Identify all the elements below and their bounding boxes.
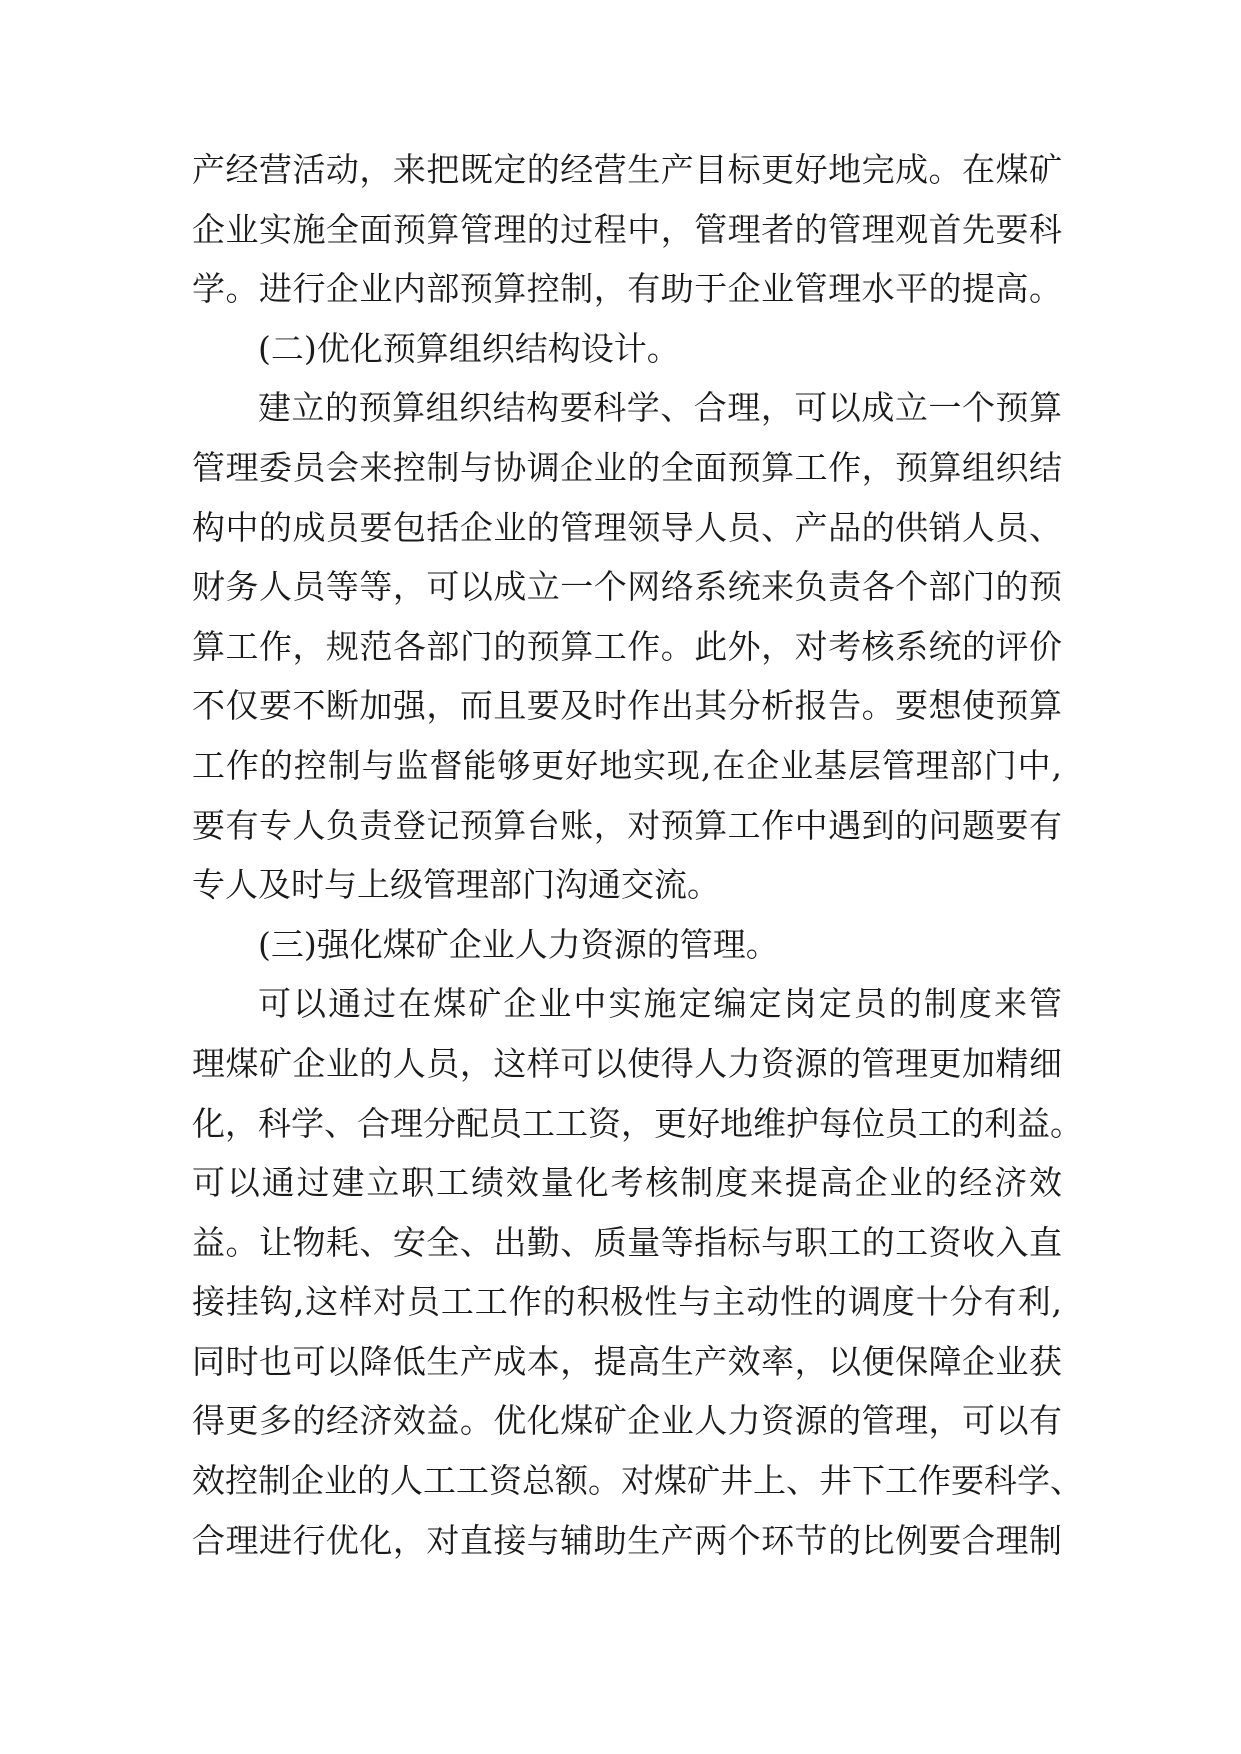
text-line: 建立的预算组织结构要科学、合理，可以成立一个预算	[258, 388, 1062, 428]
text-line: 工作的控制与监督能够更好地实现,在企业基层管理部门中,	[192, 745, 1062, 785]
text-line: 合理进行优化，对直接与辅助生产两个环节的比例要合理制	[192, 1520, 1062, 1560]
text-line: 算工作，规范各部门的预算工作。此外，对考核系统的评价	[192, 626, 1062, 666]
text-line: 接挂钩,这样对员工工作的积极性与主动性的调度十分有利,	[192, 1282, 1062, 1322]
text-line: 不仅要不断加强，而且要及时作出其分析报告。要想使预算	[192, 686, 1062, 726]
text-line: 财务人员等等，可以成立一个网络系统来负责各个部门的预	[192, 567, 1062, 607]
text-line: 管理委员会来控制与协调企业的全面预算工作，预算组织结	[192, 447, 1062, 487]
section-heading: (三)强化煤矿企业人力资源的管理。	[258, 924, 779, 964]
text-line: 要有专人负责登记预算台账，对预算工作中遇到的问题要有	[192, 805, 1062, 845]
text-line: 可以通过在煤矿企业中实施定编定岗定员的制度来管	[258, 984, 1062, 1024]
text-line: 企业实施全面预算管理的过程中，管理者的管理观首先要科	[192, 209, 1062, 249]
text-line: 理煤矿企业的人员，这样可以使得人力资源的管理更加精细	[192, 1043, 1062, 1083]
text-line: 化，科学、合理分配员工工资，更好地维护每位员工的利益。	[192, 1103, 1083, 1143]
text-line: 专人及时与上级管理部门沟通交流。	[192, 865, 720, 905]
section-heading: (二)优化预算组织结构设计。	[258, 328, 680, 368]
text-line: 同时也可以降低生产成本，提高生产效率，以便保障企业获	[192, 1341, 1062, 1381]
body-text	[192, 140, 1083, 1570]
text-line: 构中的成员要包括企业的管理领导人员、产品的供销人员、	[192, 507, 1062, 547]
text-line: 学。进行企业内部预算控制，有助于企业管理水平的提高。	[192, 269, 1062, 309]
text-line: 益。让物耗、安全、出勤、质量等指标与职工的工资收入直	[192, 1222, 1062, 1262]
text-line: 得更多的经济效益。优化煤矿企业人力资源的管理，可以有	[192, 1401, 1062, 1441]
text-line: 产经营活动，来把既定的经营生产目标更好地完成。在煤矿	[192, 150, 1062, 189]
text-line: 效控制企业的人工工资总额。对煤矿井上、井下工作要科学、	[192, 1461, 1083, 1501]
text-line: 可以通过建立职工绩效量化考核制度来提高企业的经济效	[192, 1163, 1062, 1203]
